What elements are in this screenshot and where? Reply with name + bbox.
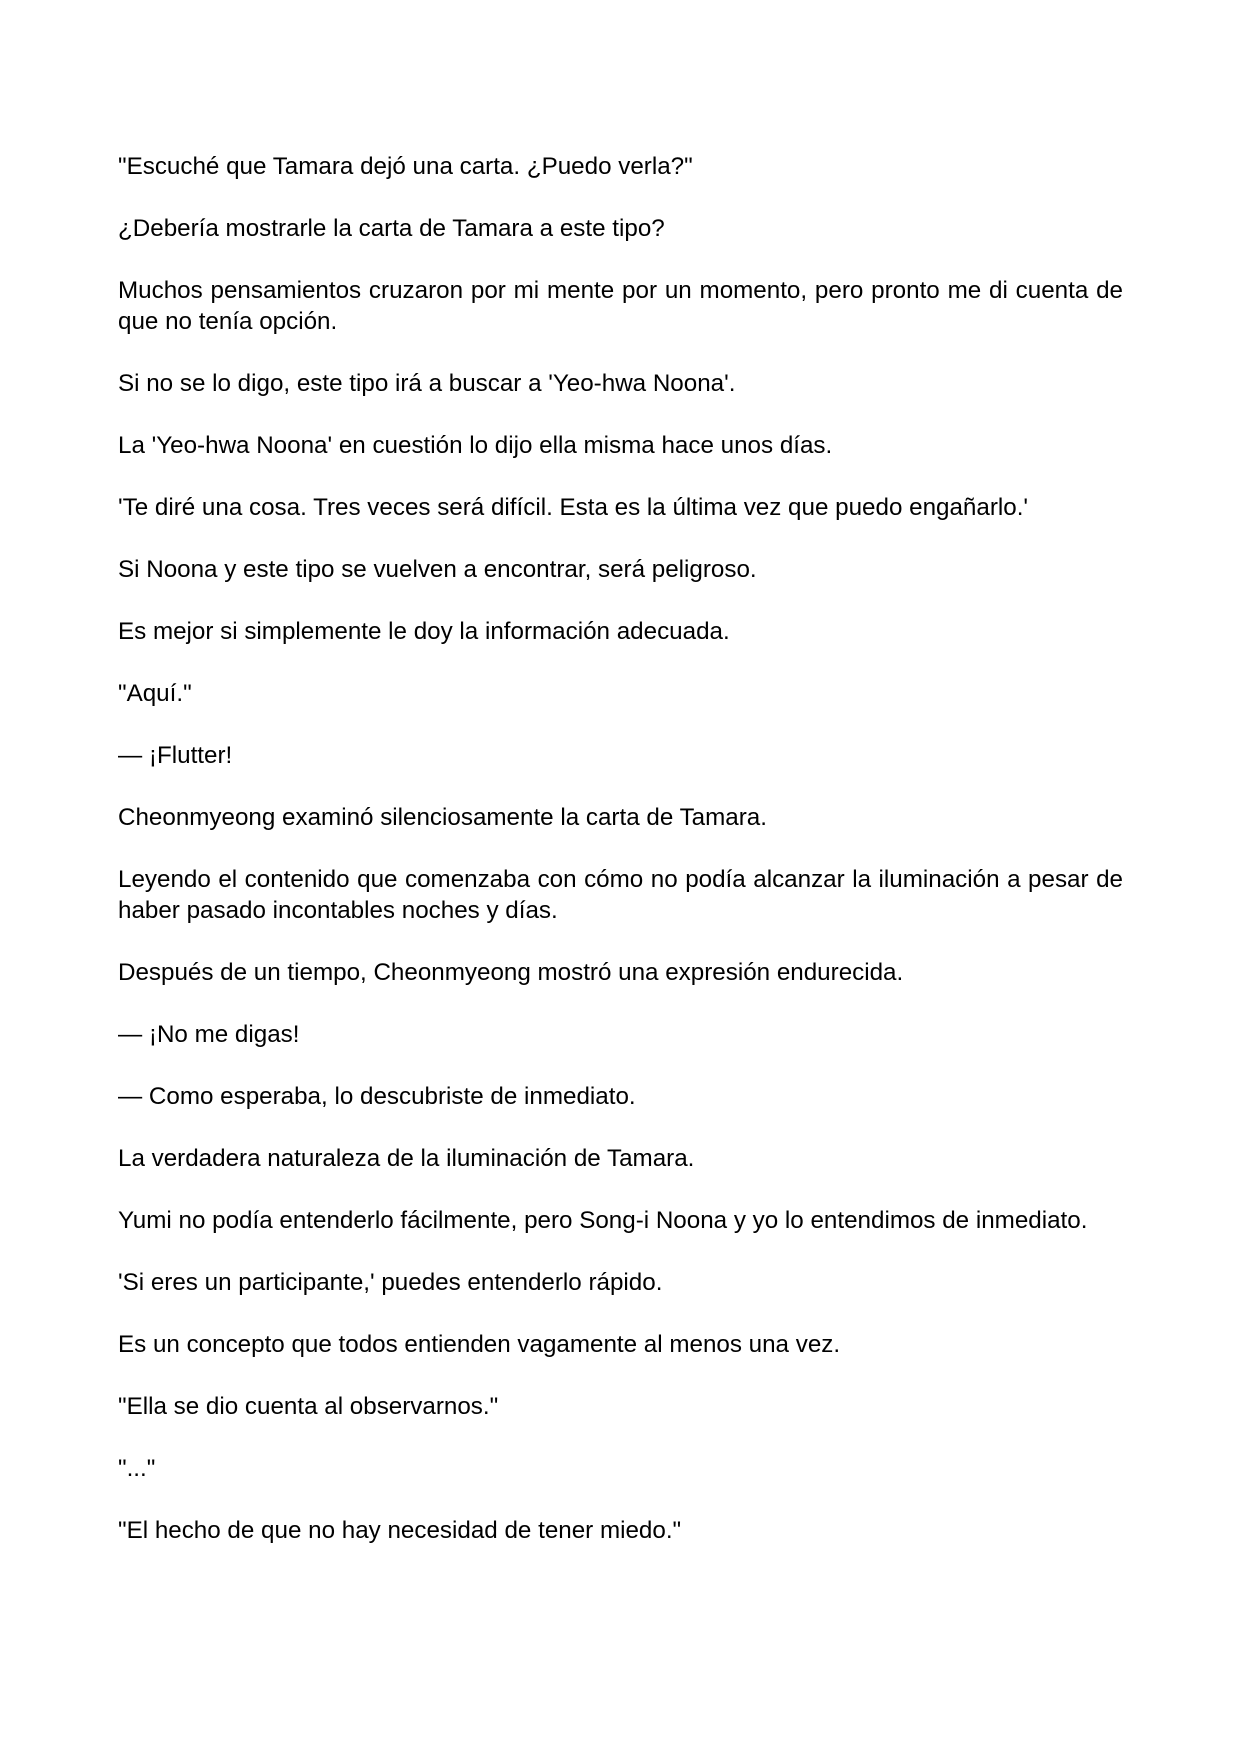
paragraph: Si no se lo digo, este tipo irá a buscar a 'Yeo-hwa Noona'.	[118, 370, 736, 397]
paragraph: "Escuché que Tamara dejó una carta. ¿Puedo verla?"	[118, 153, 693, 180]
paragraph: Si Noona y este tipo se vuelven a encontrar, será peligroso.	[118, 556, 757, 583]
paragraph: Yumi no podía entenderlo fácilmente, pero Song-i Noona y yo lo entendimos de inmediato.	[118, 1207, 1088, 1234]
paragraph: "..."	[118, 1455, 156, 1482]
paragraph: — ¡Flutter!	[118, 742, 233, 769]
paragraph: Es mejor si simplemente le doy la información adecuada.	[118, 618, 730, 645]
paragraph: 'Te diré una cosa. Tres veces será difícil. Esta es la última vez que puedo engañarlo.'	[118, 494, 1029, 521]
paragraph: "Aquí."	[118, 680, 192, 707]
paragraph: — Como esperaba, lo descubriste de inmediato.	[118, 1083, 636, 1110]
paragraph: Cheonmyeong examinó silenciosamente la carta de Tamara.	[118, 804, 767, 831]
paragraph: ¿Debería mostrarle la carta de Tamara a este tipo?	[118, 215, 665, 242]
paragraph: "Ella se dio cuenta al observarnos."	[118, 1393, 499, 1420]
paragraph: Muchos pensamientos cruzaron por mi mente por un momento, pero pronto me di cuenta de que no tenía opción.	[118, 277, 1123, 335]
paragraph: 'Si eres un participante,' puedes entenderlo rápido.	[118, 1269, 663, 1296]
paragraph: Leyendo el contenido que comenzaba con cómo no podía alcanzar la iluminación a pesar de haber pasado incontables noches y días.	[118, 866, 1123, 924]
paragraph: Después de un tiempo, Cheonmyeong mostró una expresión endurecida.	[118, 959, 904, 986]
paragraph: Es un concepto que todos entienden vagamente al menos una vez.	[118, 1331, 841, 1358]
paragraph: La 'Yeo-hwa Noona' en cuestión lo dijo ella misma hace unos días.	[118, 432, 833, 459]
paragraph: "El hecho de que no hay necesidad de tener miedo."	[118, 1517, 682, 1544]
paragraph: La verdadera naturaleza de la iluminación de Tamara.	[118, 1145, 695, 1172]
paragraph: — ¡No me digas!	[118, 1021, 300, 1048]
